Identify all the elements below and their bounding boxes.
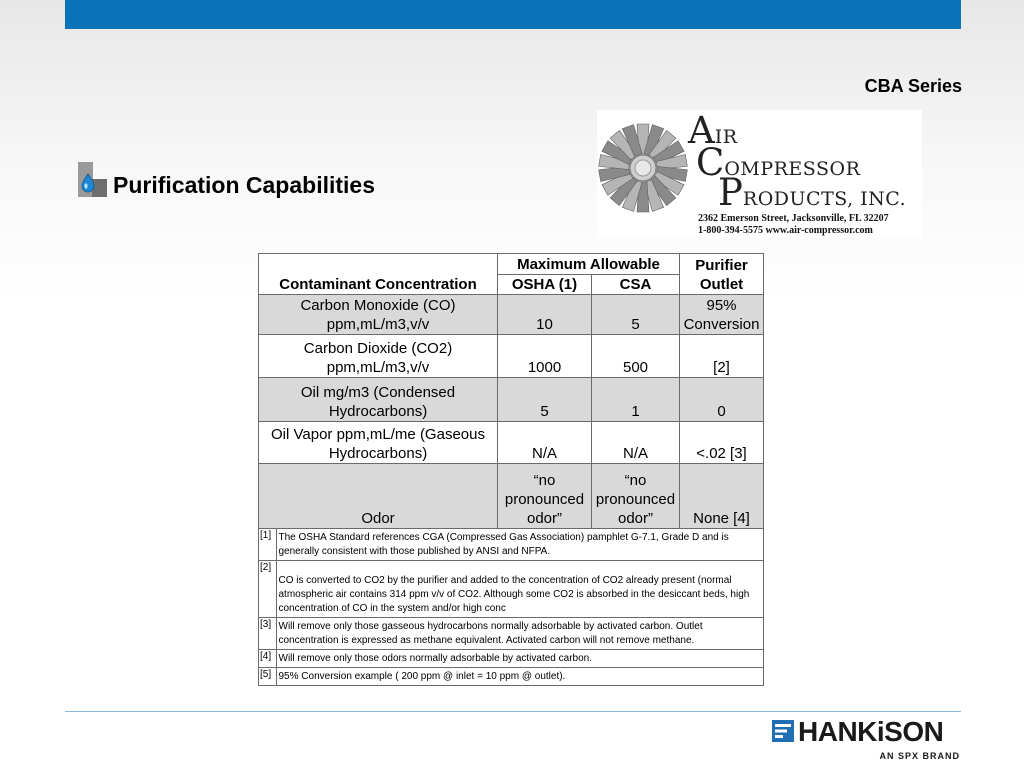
osha-cell: 1000 bbox=[498, 335, 592, 378]
table-row bbox=[259, 378, 764, 422]
contaminant-cell: Carbon Monoxide (CO) ppm,mL/m3,v/v bbox=[259, 295, 498, 335]
osha-cell: N/A bbox=[498, 422, 592, 464]
footnote-number: [1] bbox=[259, 529, 276, 561]
csa-cell: N/A bbox=[592, 422, 680, 464]
hankison-wordmark: HANKiSON bbox=[798, 716, 944, 747]
logo-rest-ir: IR bbox=[714, 126, 738, 148]
spx-brand-tagline: AN SPX BRAND bbox=[879, 751, 960, 761]
contaminant-cell: Odor bbox=[259, 464, 498, 529]
footnote-item bbox=[259, 618, 763, 650]
purification-table bbox=[258, 253, 764, 686]
company-address bbox=[698, 213, 889, 237]
osha-cell: 10 bbox=[498, 295, 592, 335]
outlet-header: Outlet bbox=[680, 275, 764, 295]
footnote-number: [3] bbox=[259, 618, 276, 650]
csa-cell: 5 bbox=[592, 295, 680, 335]
contaminant-cell: Oil mg/m3 (Condensed Hydrocarbons) bbox=[259, 378, 498, 422]
logo-cap-a: A bbox=[688, 109, 715, 152]
logo-rest-roducts: RODUCTS, INC. bbox=[742, 188, 907, 210]
footnote-text: CO is converted to CO2 by the purifier and added to the concentration of CO2 already present (normal atmospheric air contains 314 ppm v/v of CO2. Although some CO2 is absorbed in the desiccant beds, high concentration of CO in the system and/or high conc bbox=[276, 561, 763, 618]
contact-line: 1-800-394-5575 www.air-compressor.com bbox=[698, 225, 873, 236]
logo-cap-p: P bbox=[718, 171, 743, 214]
table-row bbox=[259, 422, 764, 464]
outlet-cell: <.02 [3] bbox=[680, 422, 764, 464]
footnotes-table bbox=[259, 529, 763, 685]
footnote-number: [4] bbox=[259, 650, 276, 668]
address-line: 2362 Emerson Street, Jacksonville, FL 32207 bbox=[698, 213, 889, 224]
footnote-item bbox=[259, 561, 763, 618]
footnote-text: 95% Conversion example ( 200 ppm @ inlet = 10 ppm @ outlet). bbox=[276, 668, 763, 686]
contaminant-header: Contaminant Concentration bbox=[259, 275, 498, 295]
footnote-item bbox=[259, 529, 763, 561]
footnote-text: Will remove only those gasseous hydrocarbons normally adsorbable by activated carbon. Outlet concentration is expressed as methane equivalent. Activated carbon will not remove methane. bbox=[276, 618, 763, 650]
table-row bbox=[259, 335, 764, 378]
top-accent-bar bbox=[65, 0, 961, 29]
csa-cell: 500 bbox=[592, 335, 680, 378]
outlet-cell: [2] bbox=[680, 335, 764, 378]
air-compressor-products-logo bbox=[597, 110, 922, 238]
outlet-cell: 95% Conversion bbox=[680, 295, 764, 335]
footnote-number: [5] bbox=[259, 668, 276, 686]
csa-header: CSA bbox=[592, 275, 680, 295]
water-drop-icon bbox=[78, 162, 107, 197]
footnote-item bbox=[259, 650, 763, 668]
osha-cell: “no pronounced odor” bbox=[498, 464, 592, 529]
purifier-header: Purifier bbox=[680, 254, 764, 275]
header-blank-cell bbox=[259, 254, 498, 275]
table-row bbox=[259, 295, 764, 335]
contaminant-cell: Carbon Dioxide (CO2) ppm,mL/m3,v/v bbox=[259, 335, 498, 378]
contaminant-cell: Oil Vapor ppm,mL/me (Gaseous Hydrocarbons) bbox=[259, 422, 498, 464]
page-title: Purification Capabilities bbox=[113, 172, 375, 198]
fan-blades-icon bbox=[597, 118, 689, 218]
csa-cell: “no pronounced odor” bbox=[592, 464, 680, 529]
footnote-row bbox=[259, 529, 764, 686]
logo-cap-c: C bbox=[696, 141, 725, 184]
osha-cell: 5 bbox=[498, 378, 592, 422]
footnote-number: [2] bbox=[259, 561, 276, 618]
outlet-cell: None [4] bbox=[680, 464, 764, 529]
footnote-text: Will remove only those odors normally adsorbable by activated carbon. bbox=[276, 650, 763, 668]
hankison-logo bbox=[772, 716, 964, 764]
hankison-mark-icon bbox=[772, 720, 796, 744]
logo-rest-ompressor: OMPRESSOR bbox=[724, 158, 861, 180]
footer-divider bbox=[65, 711, 961, 712]
osha-header: OSHA (1) bbox=[498, 275, 592, 295]
footnote-item bbox=[259, 668, 763, 686]
table-row bbox=[259, 464, 764, 529]
csa-cell: 1 bbox=[592, 378, 680, 422]
outlet-cell: 0 bbox=[680, 378, 764, 422]
max-allowable-header: Maximum Allowable bbox=[498, 254, 680, 275]
series-label: CBA Series bbox=[864, 76, 962, 96]
footnote-text: The OSHA Standard references CGA (Compressed Gas Association) pamphlet G-7.1, Grade D and is generally consistent with those published by ANSI and NFPA. bbox=[276, 529, 763, 561]
